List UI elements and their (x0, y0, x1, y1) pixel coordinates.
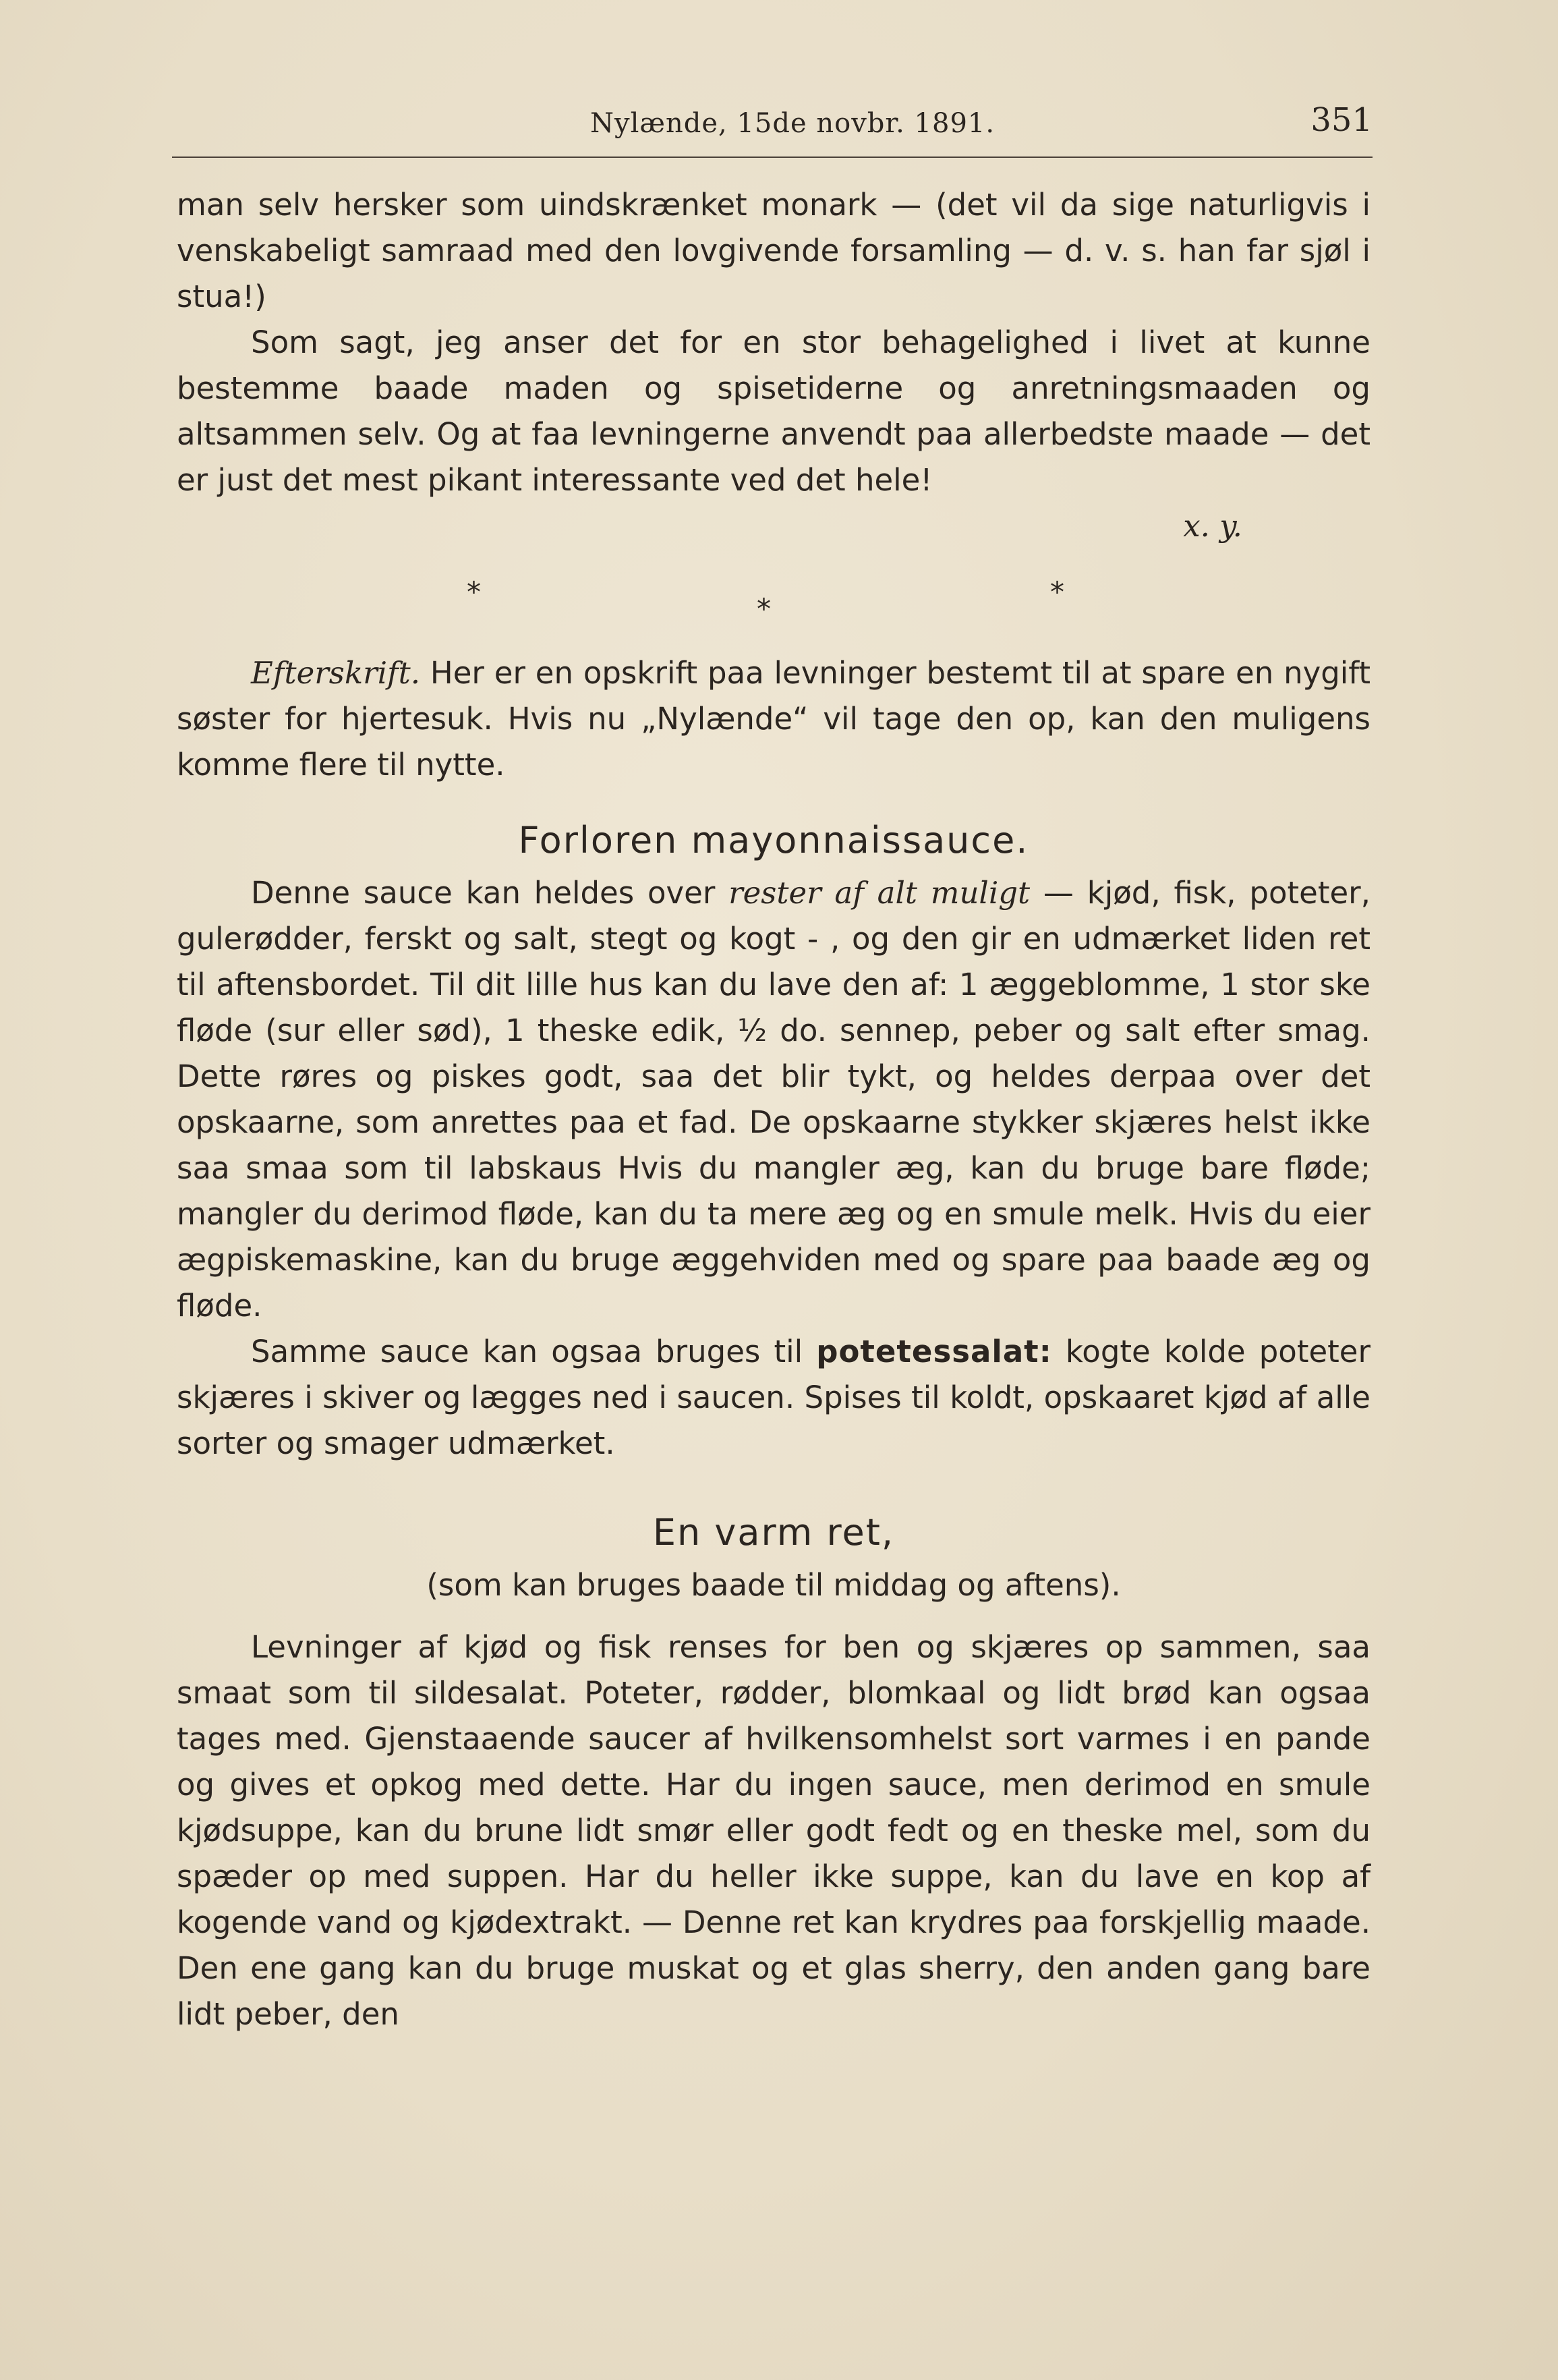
intro-paragraph-2: Som sagt, jeg anser det for en stor behagelighed i livet at kunne bestemme baade maden og spisetiderne og anretningsmaaden og altsammen selv. Og at faa levningerne anvendt paa allerbedste maade — det er just det mest pikant interessante ved det hele! (177, 324, 1371, 498)
bold-term: potetessalat: (816, 1334, 1052, 1369)
mayonnaise-paragraph-1 (177, 870, 1371, 1329)
text-run: Denne sauce kan heldes over (251, 875, 716, 911)
section-divider-stars (177, 549, 1371, 650)
signature: x. y. (1183, 508, 1242, 544)
divider-star: * (757, 592, 771, 625)
page-body (177, 182, 1371, 2037)
text-run: — kjød, fisk, poteter, gulerødder, ferskt og salt, stegt og kogt - , og den gir en udmærket liden ret til aftensbordet. Til dit lille hus kan du lave den af: 1 æggeblomme, 1 stor ske fløde (sur eller sød), 1 theske edik, ½ do. sennep, peber og salt efter smag. Dette røres og piskes godt, saa det blir tykt, og heldes derpaa over det opskaarne, som anrettes paa et fad. De opskaarne stykker skjæres helst ikke saa smaa som til labskaus Hvis du mangler æg, kan du bruge bare fløde; mangler du derimod fløde, kan du ta mere æg og en smule melk. Hvis du eier ægpiskemaskine, kan du bruge æggehviden med og spare paa baade æg og fløde. (177, 875, 1371, 1324)
postscript-label: Efterskrift. (251, 655, 421, 691)
text-run: Samme sauce kan ogsaa bruges til (251, 1334, 803, 1369)
warm-dish-paragraph: Levninger af kjød og fisk renses for ben og skjæres op sammen, saa smaat som til sildesalat. Poteter, rødder, blomkaal og lidt brød kan ogsaa tages med. Gjenstaaende saucer af hvilkensomhelst sort varmes i en pande og gives et opkog med dette. Har du ingen sauce, men derimod en smule kjødsuppe, kan du brune lidt smør eller godt fedt og en theske mel, som du spæder op med suppen. Har du heller ikke suppe, kan du lave en kop af kogende vand og kjødextrakt. — Denne ret kan krydres paa forskjellig maade. Den ene gang kan du bruge muskat og et glas sherry, den anden gang bare lidt peber, den (177, 1629, 1371, 2032)
postscript-paragraph (177, 650, 1371, 788)
page-header (172, 101, 1373, 155)
mayonnaise-paragraph-2 (177, 1329, 1371, 1467)
divider-star: * (467, 575, 481, 608)
running-title: Nylænde, 15de novbr. 1891. (590, 108, 996, 139)
section-subheading: (som kan bruges baade til middag og aftens). (426, 1567, 1121, 1603)
postscript-text: Her er en opskrift paa levninger bestemt til at spare en nygift søster for hjertesuk. Hvis nu „Nylænde“ vil tage den op, kan den muligens komme flere til nytte. (177, 655, 1371, 783)
section-heading-warm-dish: En varm ret, (652, 1511, 895, 1554)
section-heading-mayonnaise: Forloren mayonnaissauce. (518, 819, 1029, 861)
intro-paragraph-1: man selv hersker som uindskrænket monark — (det vil da sige naturligvis i venskabeligt samraad med den lovgivende forsamling — d. v. s. han far sjøl i stua!) (177, 187, 1371, 314)
page-number: 351 (1310, 101, 1373, 139)
header-rule (172, 157, 1373, 158)
spacer (177, 1608, 1371, 1624)
italic-phrase: rester af alt muligt (728, 875, 1031, 911)
text-run: kogte kolde poteter skjæres i skiver og lægges ned i saucen. Spises til koldt, opskaaret kjød af alle sorter og smager udmærket. (177, 1334, 1371, 1461)
divider-star: * (1050, 575, 1064, 608)
